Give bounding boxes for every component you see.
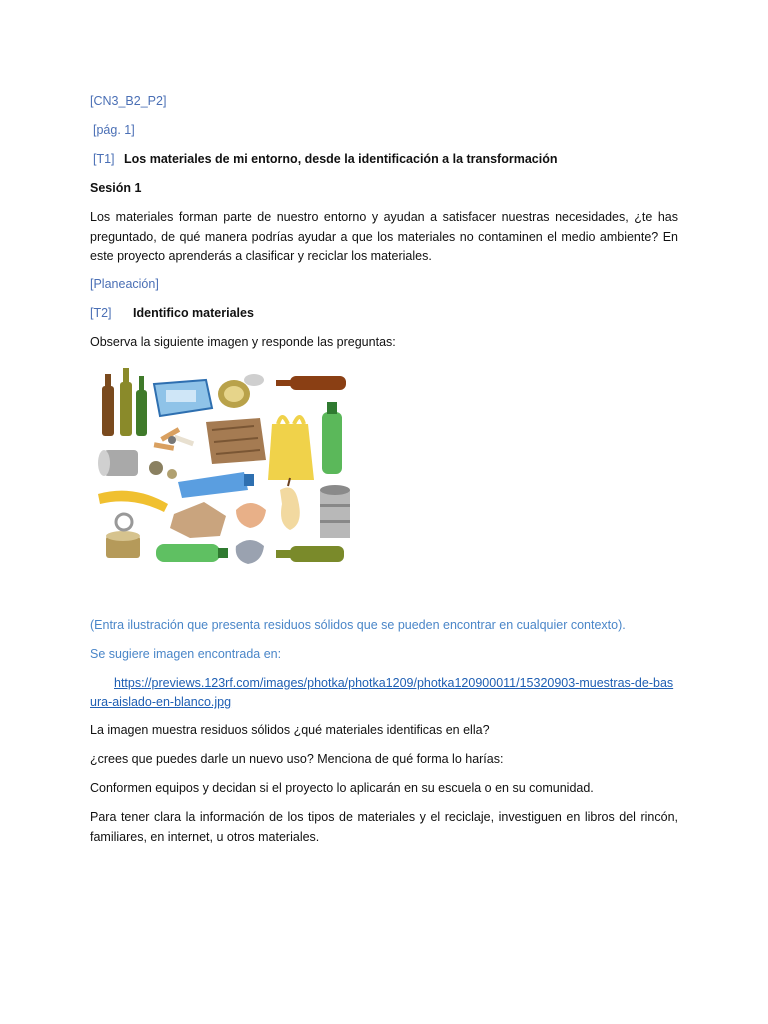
green-plastic-bottle-icon <box>322 402 342 474</box>
page-tag: [pág. 1] <box>93 123 135 137</box>
tuna-can-icon <box>218 374 264 408</box>
figure-note: (Entra ilustración que presenta residuos sólidos que se pueden encontrar en cualquier contexto). <box>90 618 626 632</box>
planning-tag: [Planeación] <box>90 277 159 291</box>
brown-bottle-icon <box>276 376 346 390</box>
banana-peel-icon <box>98 491 168 512</box>
session-heading: Sesión 1 <box>90 181 142 195</box>
food-can-icon <box>320 485 350 538</box>
suggest-text: Se sugiere imagen encontrada en: <box>90 647 282 661</box>
t2-title: Identifico materiales <box>133 306 254 320</box>
t1-heading <box>93 150 681 169</box>
teams-instruction: Conformen equipos y decidan si el proyecto lo aplicarán en su escuela o en su comunidad. <box>90 781 594 795</box>
crushed-can-icon <box>236 540 264 564</box>
egg-shell-icon <box>236 503 266 528</box>
observe-instruction: Observa la siguiente imagen y responde las preguntas: <box>90 335 396 349</box>
research-instruction: Para tener clara la información de los tipos de materiales y el reciclaje, investiguen en libros del rincón, familiares, en internet, u otros materiales. <box>90 810 678 844</box>
question-materials: La imagen muestra residuos sólidos ¿qué materiales identificas en ella? <box>90 723 490 737</box>
green-plastic-bottle-lying-icon <box>156 544 228 562</box>
waste-materials-image <box>94 364 356 572</box>
t2-heading <box>90 304 678 323</box>
code-tag: [CN3_B2_P2] <box>90 94 167 108</box>
t1-title: Los materiales de mi entorno, desde la identificación a la transformación <box>124 152 558 166</box>
green-glass-bottle-icon <box>276 546 344 562</box>
t1-tag: [T1] <box>93 152 115 166</box>
cigarette-butts-icon <box>154 427 194 450</box>
intro-paragraph: Los materiales forman parte de nuestro entorno y ayudan a satisfacer nuestras necesidades, ¿te has preguntado, de qué manera podrías ayudar a que los materiales no contaminen el medio ambiente? En este proyecto aprenderás a clasificar y reciclar los materiales. <box>90 210 678 263</box>
open-can-icon <box>106 514 140 558</box>
metal-scraps-icon <box>149 461 177 479</box>
cardboard-icon <box>206 418 266 464</box>
tin-can-icon <box>98 450 138 476</box>
plastic-wrapper-icon <box>154 380 212 416</box>
image-source-link[interactable]: https://previews.123rf.com/images/photka/photka1209/photka120900011/15320903-muestras-de-basura-aislado-en-blanco.jpg <box>90 676 674 709</box>
plastic-bag-icon <box>268 417 314 480</box>
t2-tag: [T2] <box>90 306 112 320</box>
question-new-use: ¿crees que puedes darle un nuevo uso? Menciona de qué forma lo harías: <box>90 752 504 766</box>
blue-plastic-bottle-icon <box>178 472 254 498</box>
apple-core-icon <box>280 478 300 530</box>
glass-bottles-icon <box>102 368 147 436</box>
crumpled-paper-icon <box>170 502 226 538</box>
